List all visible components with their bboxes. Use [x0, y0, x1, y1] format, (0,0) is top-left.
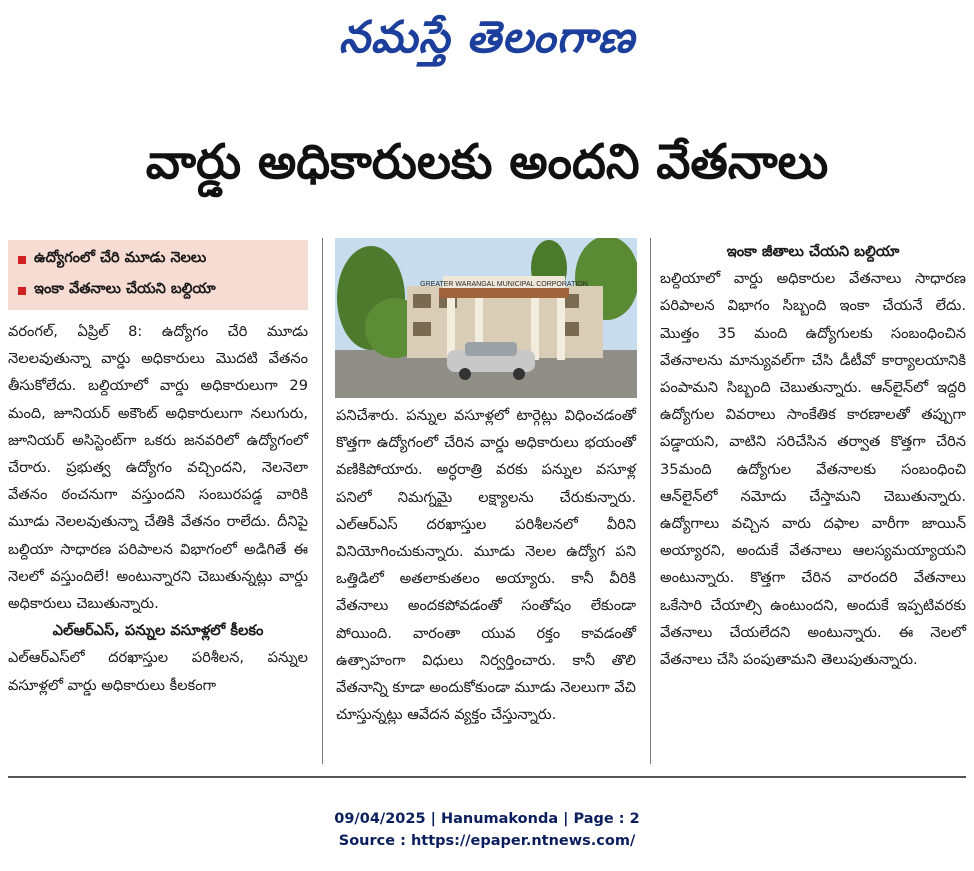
- source-link[interactable]: Source : https://epaper.ntnews.com/: [338, 833, 636, 849]
- column-divider: [650, 238, 651, 764]
- footer-divider: [8, 776, 966, 778]
- municipal-building-image: [335, 238, 637, 398]
- news-photo: [335, 238, 637, 398]
- article-column-3: [660, 238, 966, 673]
- article-column-1: [8, 318, 308, 699]
- paragraph: పనిచేశారు. పన్నుల వసూళ్లలో టార్గెట్లు విధించడంతో కొత్తగా ఉద్యోగంలో చేరిన వార్డు అధికారులు భయంతో వణికిపోయారు. అర్ధరాత్రి వరకు పన్నుల వసూళ్ల పనిలో నిమగ్నమై లక్ష్యాలను చేరుకున్నారు. ఎల్‌ఆర్‌ఎస్ దరఖాస్తుల పరిశీలనలో వీరిని వినియోగించుకున్నారు. మూడు నెలల ఉద్యోగ పని ఒత్తిడిలో అతలాకుతలం అయ్యారు. కానీ వీరికి వేతనాలు అందకపోవడంతో సంతోషం లేకుండా పోయింది. వారంతా యువ రక్తం కావడంతో ఉత్సాహంగా విధులు నిర్వర్తించారు. కానీ తొలి వేతనాన్ని కూడా అందుకోకుండా మూడు నెలలుగా వేచి చూస్తున్నట్లు ఆవేదన వ్యక్తం చేస్తున్నారు.: [336, 407, 636, 724]
- highlight-item: [18, 275, 298, 306]
- paragraph: వరంగల్, ఏప్రిల్ 8: ఉద్యోగం చేరి మూడు నెలలవుతున్నా వార్డు అధికారులు మొదటి వేతనం తీసుకోలేదు. బల్దియాలో వార్డు అధికారులుగా 29 మంది, జూనియర్ అకౌంట్ అధికారులుగా నలుగురు, జూనియర్ అసిస్టెంట్‌గా ఒకరు జనవరిలో ఉద్యోగంలో చేరారు. ప్రభుత్వ ఉద్యోగం వచ్చిందని, నెలనెలా వేతనం ఠంచనుగా వస్తుందని సంబురపడ్డ వారికి మూడు నెలలవుతున్నా చేతికి వేతనం రాలేదు. దీనిపై బల్దియా సాధారణ పరిపాలన విభాగంలో అడిగితే ఈ నెలలో వస్తుందిలే! అంటున్నారని చెబుతున్నట్లు వార్డు అధికారులు చెబుతున్నారు.: [8, 323, 308, 613]
- highlight-text: ఉద్యోగంలో చేరి మూడు నెలలు: [34, 249, 207, 266]
- square-bullet-icon: [18, 256, 26, 264]
- edition-info: 09/04/2025 | Hanumakonda | Page : 2: [334, 811, 640, 827]
- column-divider: [322, 238, 323, 764]
- building-sign: GREATER WARANGAL MUNICIPAL CORPORATION: [420, 281, 588, 288]
- subheading: ఇంకా జీతాలు చేయని బల్దియా: [726, 243, 900, 260]
- paragraph: ఎల్‌ఆర్‌ఎస్‌లో దరఖాస్తుల పరిశీలన, పన్నుల వసూళ్లలో వార్డు అధికారులు కీలకంగా: [8, 649, 308, 694]
- paragraph: బల్దియాలో వార్డు అధికారుల వేతనాలు సాధారణ పరిపాలన విభాగం సిబ్బంది ఇంకా చేయనే లేదు. మొత్తం 35 మంది ఉద్యోగులకు సంబంధించిన వేతనాలను మాన్యువల్‌గా చేసి డీటీవో కార్యాలయానికి పంపామని సిబ్బంది చెబుతున్నారు. ఆన్‌లైన్‌లో ఇద్దరి ఉద్యోగుల వివరాలు సాంకేతిక కారణాలతో తప్పుగా పడ్డాయని, వాటిని సరిచేసిన తర్వాత కొత్తగా చేరిన 35మంది ఉద్యోగుల వేతనాలకు సంబంధించి ఆన్‌లైన్‌లో నమోదు చేస్తామని చెబుతున్నారు. ఉద్యోగాలు వచ్చిన వారు దఫాల వారీగా జాయిన్ అయ్యారని, అందుకే వేతనాలు ఆలస్యమయ్యాయని అంటున్నారు. కొత్తగా చేరిన వారందరి వేతనాలు ఒకేసారి చేయాల్సి ఉంటుందని, అందుకే ఇప్పటివరకు వేతనాలు చేయలేదని అంటున్నారు. ఈ నెలలో వేతనాలు చేసి పంపుతామని తెలుపుతున్నారు.: [660, 270, 966, 669]
- masthead-logo: నమస్తే తెలంగాణ: [338, 12, 636, 63]
- article-column-2: [336, 402, 636, 728]
- subheading: ఎల్‌ఆర్‌ఎస్, పన్నుల వసూళ్లలో కీలకం: [52, 622, 264, 640]
- highlights-box: [8, 240, 308, 310]
- square-bullet-icon: [18, 287, 26, 295]
- highlight-item: [18, 244, 298, 275]
- highlight-text: ఇంకా వేతనాలు చేయని బల్దియా: [34, 280, 216, 297]
- headline: వార్డు అధికారులకు అందని వేతనాలు: [145, 134, 829, 190]
